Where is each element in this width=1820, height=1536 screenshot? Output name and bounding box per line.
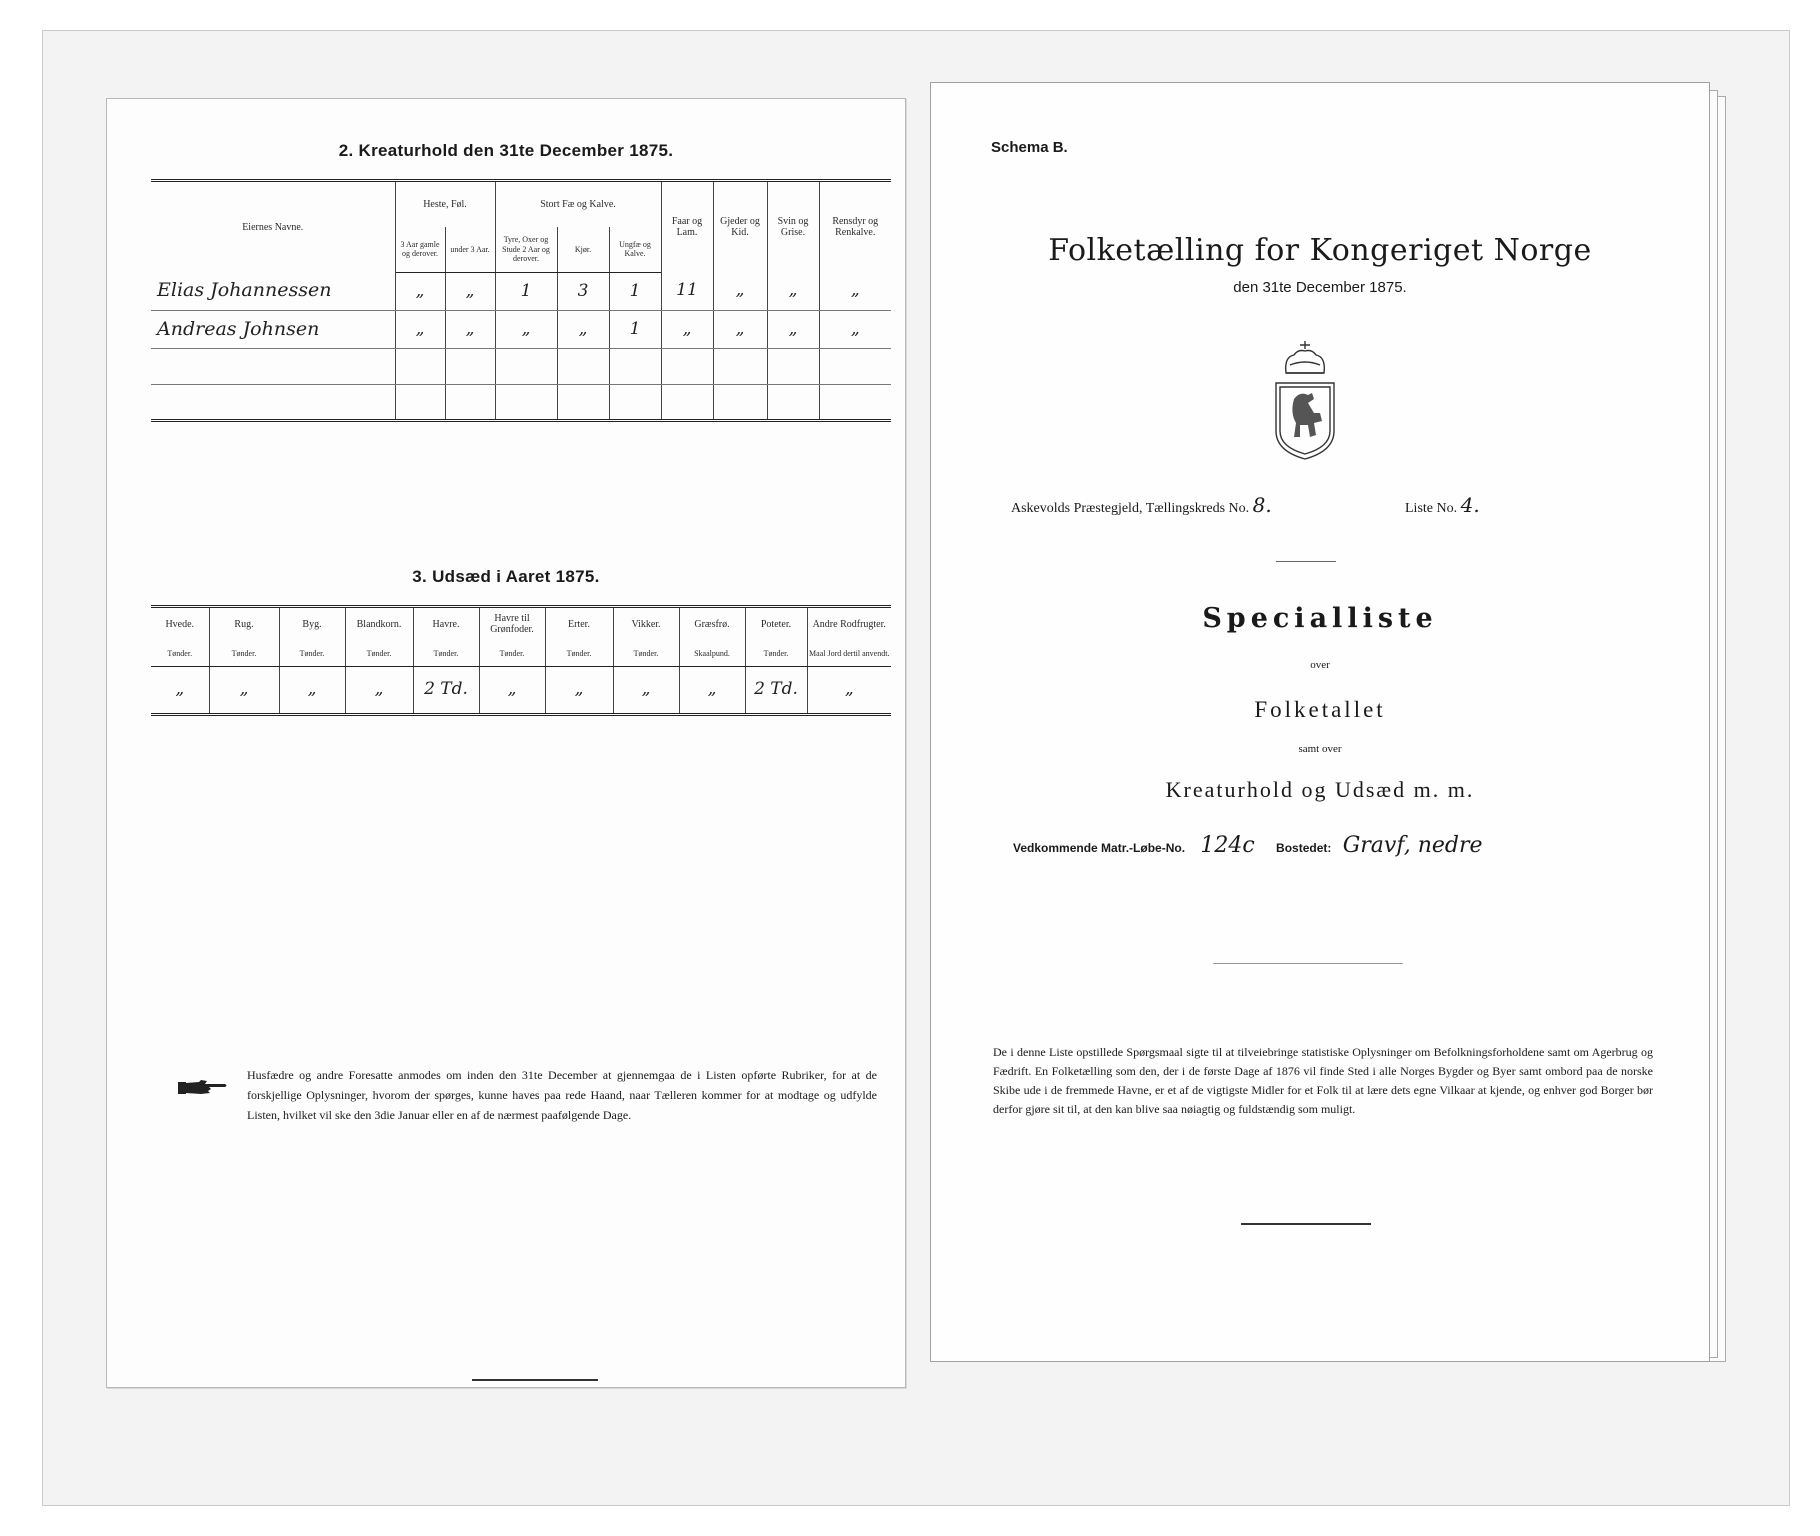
district-number: 8. — [1252, 493, 1272, 517]
left-page — [106, 98, 906, 1388]
seed-header-peas: Erter. — [545, 607, 613, 641]
cell-reindeer — [819, 349, 891, 385]
cell-cattle-calves — [609, 349, 661, 385]
bostedet-value: Gravf, nedre — [1342, 833, 1483, 858]
seed-header-wheat: Hvede. — [151, 607, 209, 641]
goats-header: Gjeder og Kid. — [713, 181, 767, 273]
cell-pigs — [767, 385, 819, 421]
cell-sheep — [661, 349, 713, 385]
cattle-calves-header: Ungfæ og Kalve. — [609, 227, 661, 273]
seed-unit: Tønder. — [413, 641, 479, 667]
purpose-text: De i denne Liste opstillede Spørgsmaal sigte til at tilveiebringe statistiske Oplysninger om Befolkningsforholdene samt om Agerbrug og Fædrift. En Folketælling som den, der i de første Dage af 1876 vil finde Sted i alle Norges Bygder og Byer samt ombord paa de norske Skibe ude i de fremmede Havne, er et af de vigtigste Midler for et Folk til at lære dets egne Vilkaar at kjende, og enhver god Borger bør derfor gjøre sit til, at den kan blive saa nøiagtig og fuldstændig som muligt. — [993, 1045, 1653, 1116]
seed-value-oats: 2 Td. — [413, 667, 479, 715]
cell-horses-adult: „ — [395, 311, 445, 349]
seed-value-barley: „ — [279, 667, 345, 715]
seed-value-rye: „ — [209, 667, 279, 715]
seed-values-row — [151, 667, 891, 715]
seed-unit: Skaalpund. — [679, 641, 745, 667]
livestock-row — [151, 311, 891, 349]
seed-value-mixed-grain: „ — [345, 667, 413, 715]
seed-unit: Tønder. — [745, 641, 807, 667]
over-label: over — [1310, 659, 1330, 671]
livestock-row — [151, 273, 891, 311]
seed-unit: Tønder. — [209, 641, 279, 667]
cell-cattle-bulls: 1 — [495, 273, 557, 311]
parish-label: Askevolds Præstegjeld, Tællingskreds No. — [1011, 501, 1250, 516]
cell-sheep: „ — [661, 311, 713, 349]
cell-cattle-bulls — [495, 385, 557, 421]
seed-header-mixed-grain: Blandkorn. — [345, 607, 413, 641]
seed-header-rye: Rug. — [209, 607, 279, 641]
seed-value-peas: „ — [545, 667, 613, 715]
seed-header-grass-seed: Græsfrø. — [679, 607, 745, 641]
seed-value-wheat: „ — [151, 667, 209, 715]
owner-name: Elias Johannessen — [151, 273, 395, 311]
seed-header-other-roots: Andre Rodfrugter. — [807, 607, 891, 641]
seed-unit: Tønder. — [151, 641, 209, 667]
cell-horses-adult: „ — [395, 273, 445, 311]
seed-value-vetch: „ — [613, 667, 679, 715]
cell-horses-young — [445, 385, 495, 421]
livestock-section-title: 2. Kreaturhold den 31te December 1875. — [338, 141, 674, 160]
horses-adult-header: 3 Aar gamle og derover. — [395, 227, 445, 273]
seed-section-title: 3. Udsæd i Aaret 1875. — [412, 567, 600, 586]
cell-horses-young — [445, 349, 495, 385]
cattle-bulls-header: Tyre, Oxer og Stude 2 Aar og derover. — [495, 227, 557, 273]
seed-header-green-oats: Havre til Grønfoder. — [479, 607, 545, 641]
livestock-row — [151, 385, 891, 421]
seed-header-barley: Byg. — [279, 607, 345, 641]
seed-value-green-oats: „ — [479, 667, 545, 715]
owner-name — [151, 349, 395, 385]
instructions-text: Husfædre og andre Foresatte anmodes om inden den 31te December at gjennemgaa de i Listen opførte Rubriker, for at de forskjellige Oplysninger, hvorom der spørges, kunne haves paa rede Haand, naar Tælleren kommer for at modtage og udfylde Listen, hvilket vil ske den 3die Januar eller en af de nærmest paafølgende Dage. — [247, 1068, 877, 1122]
cell-goats — [713, 349, 767, 385]
seed-unit: Maal Jord dertil anvendt. — [807, 641, 891, 667]
cell-pigs — [767, 349, 819, 385]
list-number: 4. — [1460, 493, 1480, 517]
pointing-hand-icon — [177, 1077, 229, 1097]
cattle-cows-header: Kjør. — [557, 227, 609, 273]
seed-unit: Tønder. — [479, 641, 545, 667]
owner-header: Eiernes Navne. — [151, 181, 395, 273]
cell-sheep: 11 — [661, 273, 713, 311]
page-title: Folketælling for Kongeriget Norge — [1048, 233, 1592, 268]
livestock-table — [151, 179, 891, 422]
divider-rule — [1276, 561, 1336, 562]
horses-group-header: Heste, Føl. — [395, 181, 495, 227]
cell-goats — [713, 385, 767, 421]
cell-goats: „ — [713, 273, 767, 311]
owner-name — [151, 385, 395, 421]
pigs-header: Svin og Grise. — [767, 181, 819, 273]
coat-of-arms-icon — [1264, 339, 1346, 463]
seed-unit: Tønder. — [613, 641, 679, 667]
horses-young-header: under 3 Aar. — [445, 227, 495, 273]
list-label: Liste No. — [1405, 501, 1458, 516]
seed-unit: Tønder. — [345, 641, 413, 667]
cell-cattle-calves — [609, 385, 661, 421]
seed-header-potatoes: Poteter. — [745, 607, 807, 641]
seed-unit: Tønder. — [545, 641, 613, 667]
bostedet-label: Bostedet: — [1276, 841, 1332, 855]
cell-cattle-cows — [557, 349, 609, 385]
cell-cattle-cows — [557, 385, 609, 421]
cell-sheep — [661, 385, 713, 421]
kreaturhold-heading: Kreaturhold og Udsæd m. m. — [1165, 777, 1475, 802]
seed-value-potatoes: 2 Td. — [745, 667, 807, 715]
matr-number: 124c — [1200, 833, 1255, 858]
cell-cattle-calves: 1 — [609, 311, 661, 349]
sheep-header: Faar og Lam. — [661, 181, 713, 273]
cell-cattle-bulls: „ — [495, 311, 557, 349]
livestock-row — [151, 349, 891, 385]
cell-goats: „ — [713, 311, 767, 349]
folketallet-heading: Folketallet — [1254, 697, 1386, 722]
matr-label: Vedkommende Matr.-Løbe-No. — [1013, 841, 1186, 855]
cattle-group-header: Stort Fæ og Kalve. — [495, 181, 661, 227]
cell-cattle-cows: „ — [557, 311, 609, 349]
cell-horses-adult — [395, 349, 445, 385]
closing-rule — [1241, 1223, 1371, 1225]
owner-name: Andreas Johnsen — [151, 311, 395, 349]
closing-rule — [472, 1379, 598, 1381]
census-date: den 31te December 1875. — [1233, 279, 1407, 296]
samt-over-label: samt over — [1298, 743, 1342, 755]
specialliste-heading: Specialliste — [1202, 603, 1438, 634]
cell-reindeer — [819, 385, 891, 421]
seed-unit: Tønder. — [279, 641, 345, 667]
cell-reindeer: „ — [819, 273, 891, 311]
seed-value-other-roots: „ — [807, 667, 891, 715]
seed-table — [151, 605, 891, 716]
seed-header-oats: Havre. — [413, 607, 479, 641]
cell-horses-young: „ — [445, 273, 495, 311]
right-page — [930, 82, 1710, 1362]
reindeer-header: Rensdyr og Renkalve. — [819, 181, 891, 273]
seed-value-grass-seed: „ — [679, 667, 745, 715]
schema-label: Schema B. — [991, 139, 1068, 156]
cell-cattle-bulls — [495, 349, 557, 385]
seed-header-vetch: Vikker. — [613, 607, 679, 641]
cell-horses-young: „ — [445, 311, 495, 349]
cell-pigs: „ — [767, 273, 819, 311]
cell-reindeer: „ — [819, 311, 891, 349]
cell-cattle-calves: 1 — [609, 273, 661, 311]
cell-cattle-cows: 3 — [557, 273, 609, 311]
cell-pigs: „ — [767, 311, 819, 349]
property-line — [1013, 833, 1653, 858]
divider-rule — [1213, 963, 1403, 964]
cell-horses-adult — [395, 385, 445, 421]
